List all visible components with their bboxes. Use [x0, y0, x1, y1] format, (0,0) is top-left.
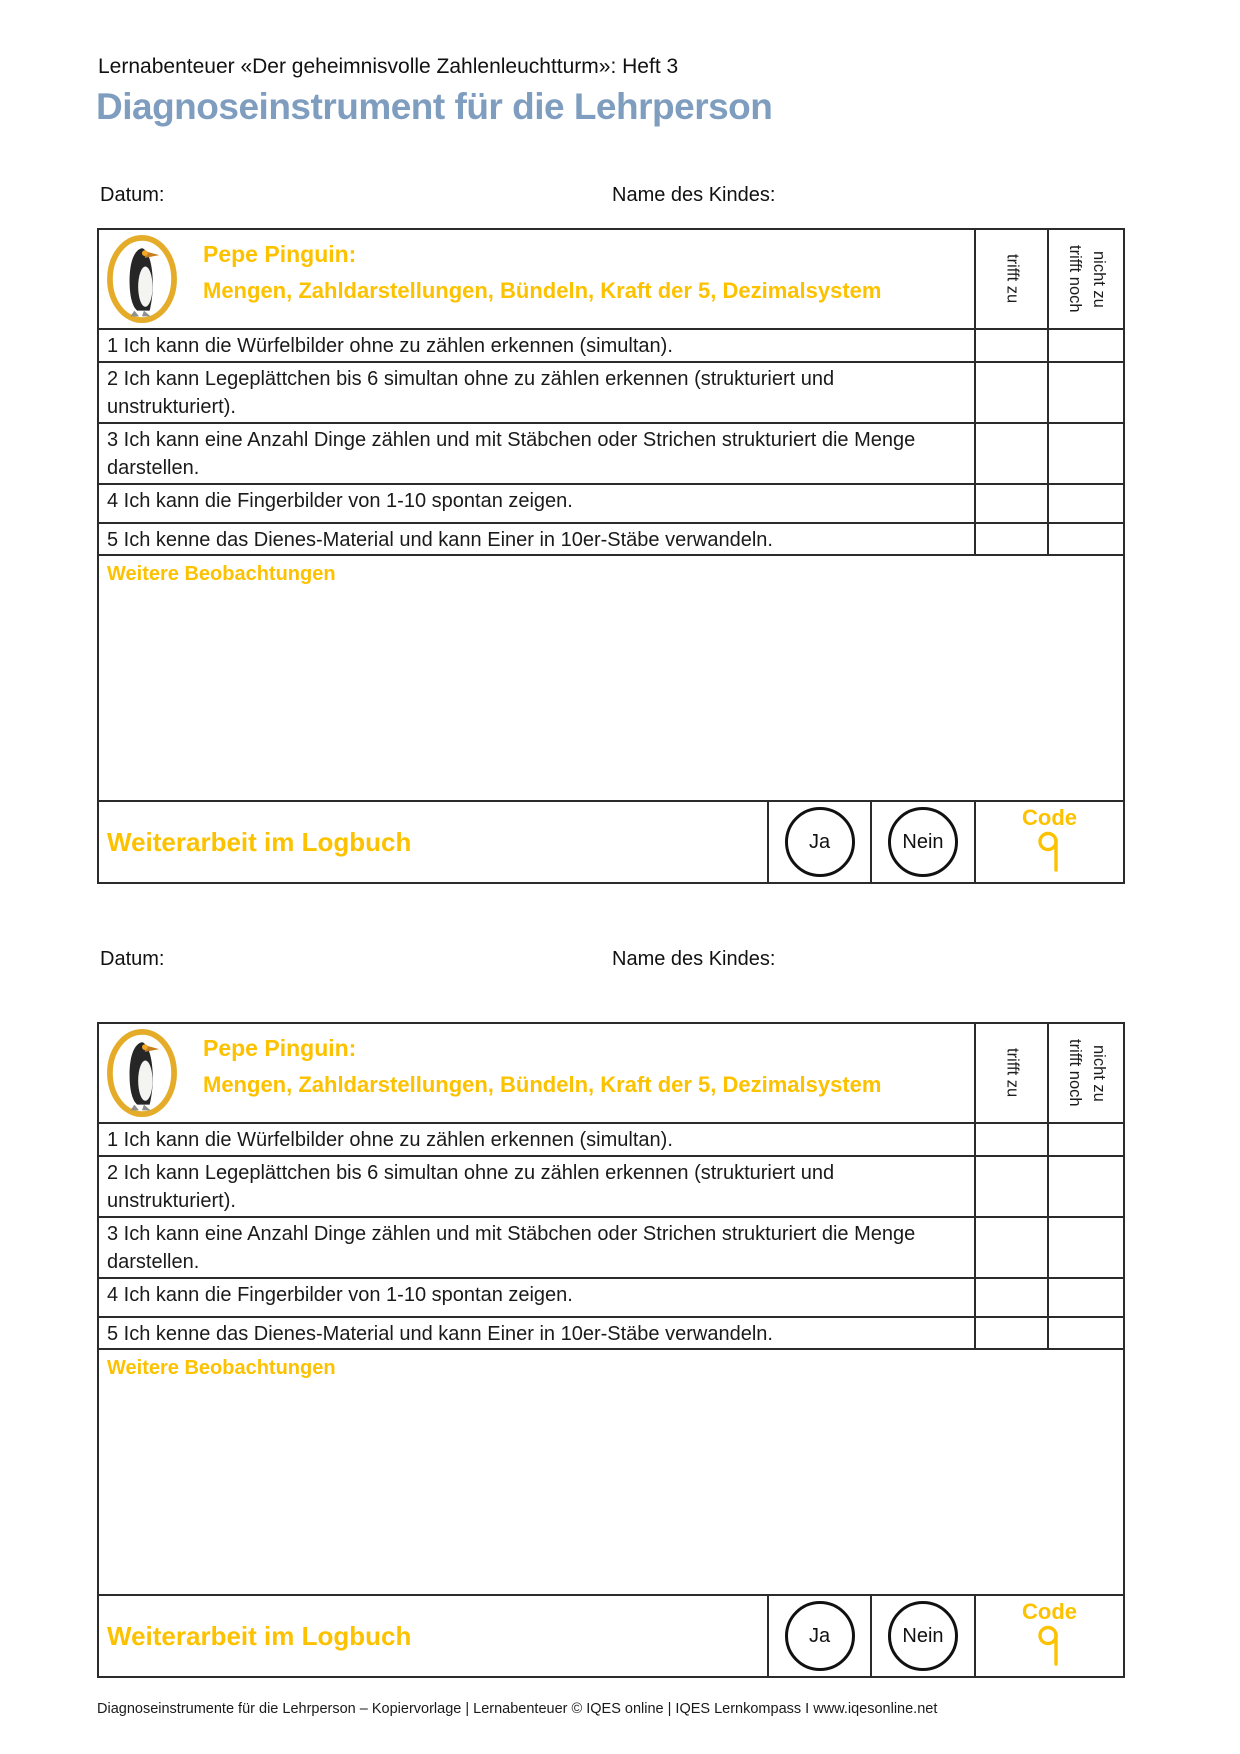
- check-trifft-zu-row-4[interactable]: [974, 485, 1047, 522]
- statement-text-5: 5 Ich kenne das Dienes-Material und kann Einer in 10er-Stäbe verwandeln.: [107, 529, 773, 551]
- check-trifft-zu-row-3[interactable]: [974, 424, 1047, 483]
- observations-label: Weitere Beobachtungen: [107, 563, 336, 585]
- statement-row-1: [99, 1122, 1123, 1155]
- trifft-zu-label: trifft zu: [1003, 254, 1022, 304]
- page-title: Diagnoseinstrument für die Lehrperson: [96, 86, 773, 127]
- statement-text-2: 2 Ich kann Legeplättchen bis 6 simultan ohne zu zählen erkennen (strukturiert und unstrukturiert).: [107, 368, 835, 418]
- logbook-label: Weiterarbeit im Logbuch: [107, 826, 412, 857]
- statement-row-4: [99, 483, 1123, 522]
- code-value-text: [1049, 1596, 1050, 1597]
- code-cell: [974, 1596, 1123, 1676]
- observations-cell: [99, 556, 1123, 800]
- logbook-yes-cell: [767, 1596, 870, 1676]
- check-trifft-zu-row-5[interactable]: [974, 524, 1047, 554]
- header-text-block: [203, 1024, 881, 1122]
- yes-circle-button[interactable]: [785, 807, 855, 877]
- header-main-cell: [99, 1024, 974, 1122]
- check-nicht-zu-row-3[interactable]: [1047, 424, 1123, 483]
- code-label: Code: [1022, 1599, 1077, 1624]
- no-label: Nein: [902, 1624, 944, 1647]
- trifft-noch-nicht-zu-label: trifft noch nicht zu: [1066, 245, 1108, 313]
- check-nicht-zu-row-2[interactable]: [1047, 363, 1123, 422]
- trifft-noch-nicht-zu-label: trifft noch nicht zu: [1066, 1039, 1108, 1107]
- page-footer: Diagnoseinstrumente für die Lehrperson – Kopiervorlage | Lernabenteuer © IQES online | IQES Lernkompass I www.iqesonline.net: [97, 1701, 938, 1717]
- competence-subtitle: Mengen, Zahldarstellungen, Bündeln, Kraft der 5, Dezimalsystem: [203, 278, 882, 303]
- statement-row-3: [99, 422, 1123, 483]
- code-value-text: [1049, 802, 1050, 803]
- check-trifft-zu-row-3[interactable]: [974, 1218, 1047, 1277]
- check-nicht-zu-row-3[interactable]: [1047, 1218, 1123, 1277]
- child-name-label: Name des Kindes:: [612, 184, 776, 206]
- no-circle-button[interactable]: [888, 807, 958, 877]
- trifft-zu-label: trifft zu: [1003, 1048, 1022, 1098]
- check-trifft-zu-row-2[interactable]: [974, 363, 1047, 422]
- logbook-no-cell: [870, 802, 974, 882]
- date-label: Datum:: [100, 948, 165, 970]
- statement-row-5: [99, 522, 1123, 554]
- logbook-yes-cell: [767, 802, 870, 882]
- column-header-trifft-zu: [974, 1024, 1047, 1122]
- statement-text-1: 1 Ich kann die Würfelbilder ohne zu zählen erkennen (simultan).: [107, 1129, 673, 1151]
- observations-row: [99, 1348, 1123, 1594]
- statement-row-2: [99, 361, 1123, 422]
- yes-circle-button[interactable]: [785, 1601, 855, 1671]
- no-label: Nein: [902, 830, 944, 853]
- statement-text-4: 4 Ich kann die Fingerbilder von 1-10 spontan zeigen.: [107, 1284, 573, 1306]
- header-main-cell: [99, 230, 974, 328]
- check-trifft-zu-row-5[interactable]: [974, 1318, 1047, 1348]
- competence-subtitle: Mengen, Zahldarstellungen, Bündeln, Kraft der 5, Dezimalsystem: [203, 1072, 882, 1097]
- logbook-no-cell: [870, 1596, 974, 1676]
- penguin-icon: [105, 1028, 179, 1118]
- check-trifft-zu-row-1[interactable]: [974, 330, 1047, 361]
- check-nicht-zu-row-4[interactable]: [1047, 485, 1123, 522]
- statement-text-3: 3 Ich kann eine Anzahl Dinge zählen und mit Stäbchen oder Strichen strukturiert die Menge darstellen.: [107, 1223, 916, 1273]
- code-value-digit: [1037, 1625, 1063, 1669]
- statement-text-4: 4 Ich kann die Fingerbilder von 1-10 spontan zeigen.: [107, 490, 573, 512]
- logbook-row: [99, 800, 1123, 882]
- child-name-label: Name des Kindes:: [612, 948, 776, 970]
- observations-label: Weitere Beobachtungen: [107, 1357, 336, 1379]
- statement-text-5: 5 Ich kenne das Dienes-Material und kann Einer in 10er-Stäbe verwandeln.: [107, 1323, 773, 1345]
- series-title: Lernabenteuer «Der geheimnisvolle Zahlenleuchtturm»: Heft 3: [98, 55, 679, 78]
- logbook-cell: [99, 802, 767, 882]
- header-text-block: [203, 230, 881, 328]
- check-nicht-zu-row-1[interactable]: [1047, 330, 1123, 361]
- no-circle-button[interactable]: [888, 1601, 958, 1671]
- code-label: Code: [1022, 805, 1077, 830]
- statement-row-3: [99, 1216, 1123, 1277]
- diagnosis-table-2: [97, 1022, 1125, 1678]
- check-nicht-zu-row-2[interactable]: [1047, 1157, 1123, 1216]
- statement-row-1: [99, 328, 1123, 361]
- check-trifft-zu-row-4[interactable]: [974, 1279, 1047, 1316]
- check-trifft-zu-row-1[interactable]: [974, 1124, 1047, 1155]
- meta-row-1: [0, 184, 1240, 208]
- mascot-title: Pepe Pinguin:: [203, 241, 357, 267]
- check-nicht-zu-row-5[interactable]: [1047, 524, 1123, 554]
- logbook-label: Weiterarbeit im Logbuch: [107, 1620, 412, 1651]
- statement-text-1: 1 Ich kann die Würfelbilder ohne zu zählen erkennen (simultan).: [107, 335, 673, 357]
- diagnosis-table-1: [97, 228, 1125, 884]
- observations-write-area[interactable]: [107, 1380, 1113, 1594]
- statement-row-5: [99, 1316, 1123, 1348]
- check-trifft-zu-row-2[interactable]: [974, 1157, 1047, 1216]
- statement-row-2: [99, 1155, 1123, 1216]
- penguin-icon: [105, 234, 179, 324]
- check-nicht-zu-row-5[interactable]: [1047, 1318, 1123, 1348]
- logbook-row: [99, 1594, 1123, 1676]
- logbook-cell: [99, 1596, 767, 1676]
- yes-label: Ja: [808, 830, 831, 853]
- table-header-row: [99, 230, 1123, 328]
- column-header-trifft-noch-nicht-zu: [1047, 1024, 1123, 1122]
- observations-write-area[interactable]: [107, 586, 1113, 800]
- statement-text-2: 2 Ich kann Legeplättchen bis 6 simultan ohne zu zählen erkennen (strukturiert und unstrukturiert).: [107, 1162, 835, 1212]
- column-header-trifft-zu: [974, 230, 1047, 328]
- yes-label: Ja: [808, 1624, 831, 1647]
- observations-cell: [99, 1350, 1123, 1594]
- column-header-trifft-noch-nicht-zu: [1047, 230, 1123, 328]
- statement-row-4: [99, 1277, 1123, 1316]
- code-value-digit: [1037, 831, 1063, 875]
- meta-row-2: [0, 948, 1240, 972]
- code-cell: [974, 802, 1123, 882]
- date-label: Datum:: [100, 184, 165, 206]
- mascot-title: Pepe Pinguin:: [203, 1035, 357, 1061]
- check-nicht-zu-row-1[interactable]: [1047, 1124, 1123, 1155]
- observations-row: [99, 554, 1123, 800]
- table-header-row: [99, 1024, 1123, 1122]
- check-nicht-zu-row-4[interactable]: [1047, 1279, 1123, 1316]
- statement-text-3: 3 Ich kann eine Anzahl Dinge zählen und mit Stäbchen oder Strichen strukturiert die Menge darstellen.: [107, 429, 916, 479]
